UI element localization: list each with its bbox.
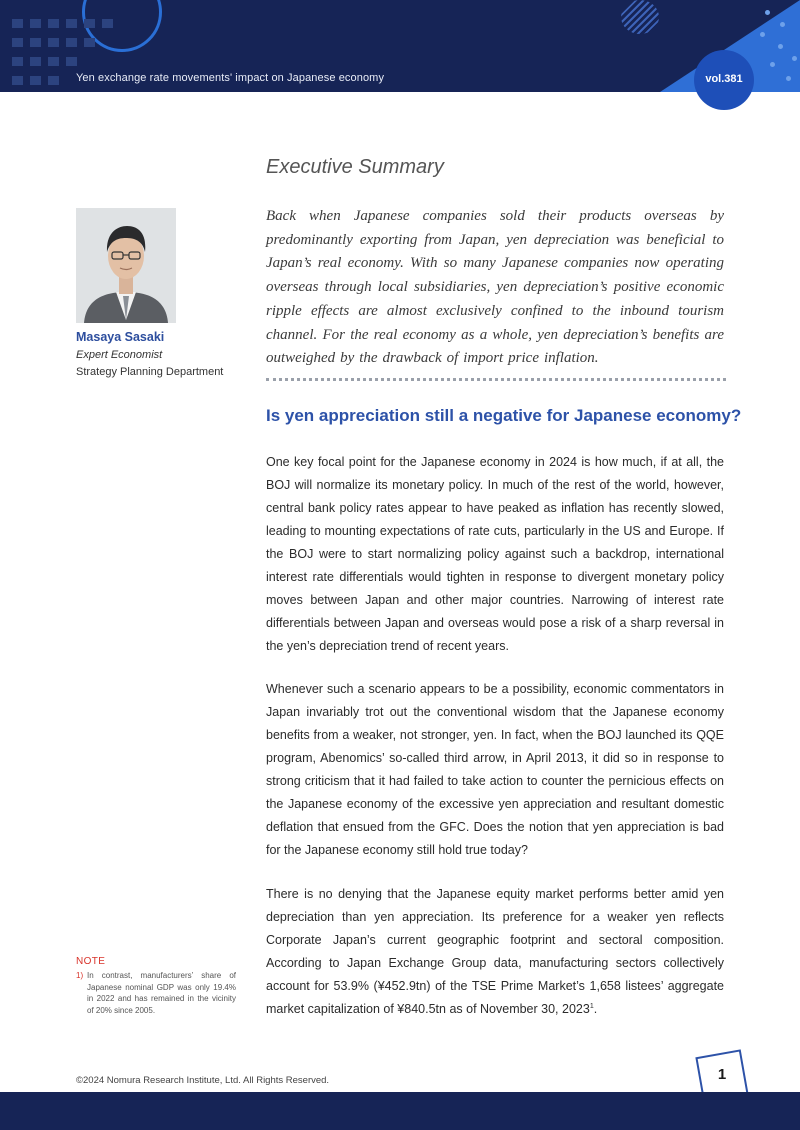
footnote-reference[interactable]: 1 (589, 1002, 594, 1010)
note-item (76, 970, 236, 1016)
decorative-square (66, 57, 77, 66)
decorative-square (66, 19, 77, 28)
executive-summary-text: Back when Japanese companies sold their products overseas by predominantly exporting from Japan, yen depreciation was beneficial to Japan’s real economy. With so many Japanese companies now operating overseas through local subsidiaries, yen depreciation’s positive economic ripple effects are almost exclusively confined to the inbound tourism channel. For the real economy as a whole, yen depreciation’s benefits are outweighed by the drawback of import price inflation. (266, 208, 724, 367)
section-heading: Is yen appreciation still a negative for Japanese economy? (266, 406, 742, 425)
decorative-dot (792, 56, 797, 61)
decorative-dot (760, 32, 765, 37)
note-text: In contrast, manufacturers’ share of Japanese nominal GDP was only 19.4% in 2022 and has remained in the vicinity of 20% since 2005. (87, 971, 236, 1015)
decorative-square (48, 57, 59, 66)
decorative-square (48, 19, 59, 28)
header-title: Yen exchange rate movements' impact on Japanese economy (76, 72, 385, 84)
paragraph-end: . (593, 1002, 598, 1016)
body-paragraph-text: There is no denying that the Japanese equity market performs better amid yen depreciation than yen appreciation. Its preference for a weaker yen reflects Corporate Japan’s current geographic footprint and sectoral composition. According to Japan Exchange Group data, manufacturing sectors collectively account for 53.9% (¥452.9tn) of the TSE Prime Market’s 1,658 listees’ aggregate market capitalization of ¥840.5tn as of November 30, 2023 (266, 887, 724, 1016)
decorative-square (48, 38, 59, 47)
volume-badge: vol.381 (694, 50, 754, 110)
decorative-dot (778, 44, 783, 49)
copyright: ©2024 Nomura Research Institute, Ltd. All Rights Reserved. (76, 1075, 330, 1086)
decorative-square (12, 76, 23, 85)
decorative-square (30, 38, 41, 47)
body-paragraph (266, 883, 724, 1021)
note-number: 1) (76, 971, 84, 980)
decorative-square (30, 57, 41, 66)
author-department: Strategy Planning Department (76, 366, 224, 378)
author-portrait-icon (76, 208, 176, 323)
decorative-square (12, 19, 23, 28)
decorative-square (84, 38, 95, 47)
decorative-square (30, 76, 41, 85)
dotted-divider (266, 378, 726, 381)
decorative-dot (786, 76, 791, 81)
page-header (0, 0, 800, 92)
decorative-square (102, 19, 113, 28)
author-name: Masaya Sasaki (76, 330, 165, 344)
body-paragraph: One key focal point for the Japanese economy in 2024 is how much, if at all, the BOJ will normalize its monetary policy. In much of the rest of the world, however, central bank policy rates appear to have peaked as inflation has recently slowed, leading to mounting expectations of rate cuts, particularly in the US and Europe. If the BOJ were to start normalizing policy against such a backdrop, international interest rate differentials would tighten in response to divergent monetary policy moves between Japan and other major countries. Narrowing of interest rate differentials between Japan and overseas would pose a risk of a sharp reversal in the yen’s depreciation trend of recent years. (266, 455, 724, 653)
decorative-striped-circle (621, 0, 659, 34)
body-paragraph: Whenever such a scenario appears to be a possibility, economic commentators in Japan invariably trot out the conventional wisdom that the Japanese economy benefits from a weaker, not stronger, yen. In fact, when the BOJ launched its QQE program, Abenomics’ so-called third arrow, in April 2013, it did so in response to strong criticism that it had failed to take action to counter the pernicious effects on the Japanese economy of the excessive yen appreciation and resultant domestic deflation that ensued from the GFC. Does the notion that yen appreciation is bad for the Japanese economy still hold true today? (266, 682, 724, 857)
decorative-square (30, 19, 41, 28)
decorative-square (48, 76, 59, 85)
decorative-square (12, 57, 23, 66)
decorative-square (66, 38, 77, 47)
author-photo (76, 208, 176, 323)
decorative-square (84, 19, 95, 28)
decorative-dot (765, 10, 770, 15)
author-role: Expert Economist (76, 349, 163, 361)
page-number: 1 (717, 1066, 727, 1083)
note-title: NOTE (76, 956, 106, 967)
decorative-dot (770, 62, 775, 67)
executive-summary-title: Executive Summary (266, 156, 444, 178)
decorative-square (12, 38, 23, 47)
decorative-dot (780, 22, 785, 27)
footer-band (0, 1092, 800, 1130)
